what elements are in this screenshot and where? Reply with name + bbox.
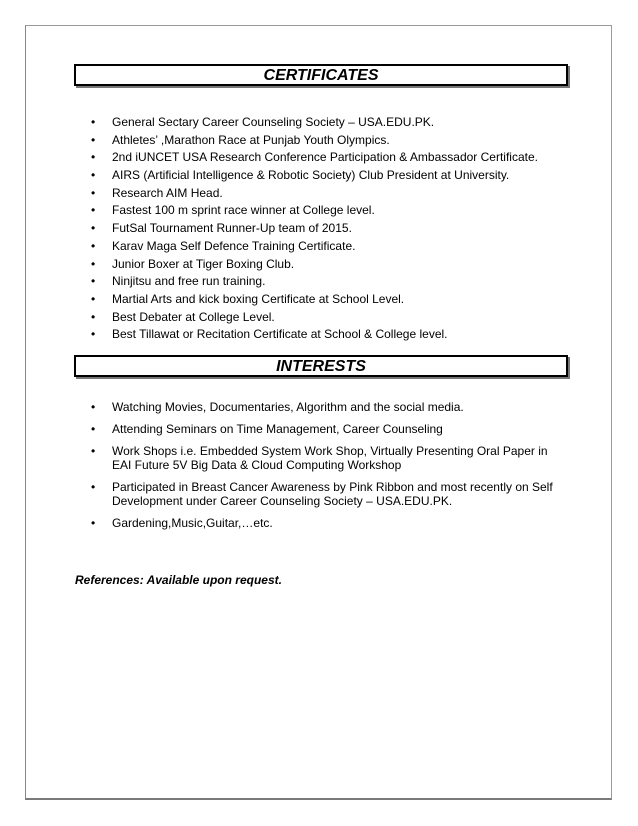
- list-item: • FutSal Tournament Runner-Up team of 2015.: [91, 221, 561, 239]
- list-item: • General Sectary Career Counseling Society – USA.EDU.PK.: [91, 115, 561, 133]
- list-item: • AIRS (Artificial Intelligence & Robotic Society) Club President at University.: [91, 168, 561, 186]
- list-item: • Gardening,Music,Guitar,…etc.: [91, 516, 561, 530]
- list-item: • Watching Movies, Documentaries, Algorithm and the social media.: [91, 400, 561, 414]
- list-item: • Best Debater at College Level.: [91, 310, 561, 328]
- list-item: • Karav Maga Self Defence Training Certificate.: [91, 239, 561, 257]
- references-note: References: Available upon request.: [75, 573, 282, 587]
- list-item: • Ninjitsu and free run training.: [91, 274, 561, 292]
- list-item: • Best Tillawat or Recitation Certificate at School & College level.: [91, 327, 561, 345]
- list-item: • Fastest 100 m sprint race winner at College level.: [91, 203, 561, 221]
- list-item: • Junior Boxer at Tiger Boxing Club.: [91, 257, 561, 275]
- list-item: • 2nd iUNCET USA Research Conference Participation & Ambassador Certificate.: [91, 150, 561, 168]
- interests-heading: [74, 355, 568, 377]
- certificates-list: [91, 115, 561, 345]
- list-item: • Athletes’ ,Marathon Race at Punjab Youth Olympics.: [91, 133, 561, 151]
- list-item: • Work Shops i.e. Embedded System Work Shop, Virtually Presenting Oral Paper in EAI Future 5V Big Data & Cloud Computing Workshop: [91, 444, 561, 472]
- certificates-heading: [74, 64, 568, 86]
- list-item: • Attending Seminars on Time Management, Career Counseling: [91, 422, 561, 436]
- certificates-heading-text: CERTIFICATES: [263, 67, 379, 84]
- list-item: • Research AIM Head.: [91, 186, 561, 204]
- interests-heading-text: INTERESTS: [276, 358, 366, 375]
- interests-list: [91, 400, 561, 538]
- list-item: • Participated in Breast Cancer Awareness by Pink Ribbon and most recently on Self Development under Career Counseling Society – USA.EDU.PK.: [91, 480, 561, 508]
- list-item: • Martial Arts and kick boxing Certificate at School Level.: [91, 292, 561, 310]
